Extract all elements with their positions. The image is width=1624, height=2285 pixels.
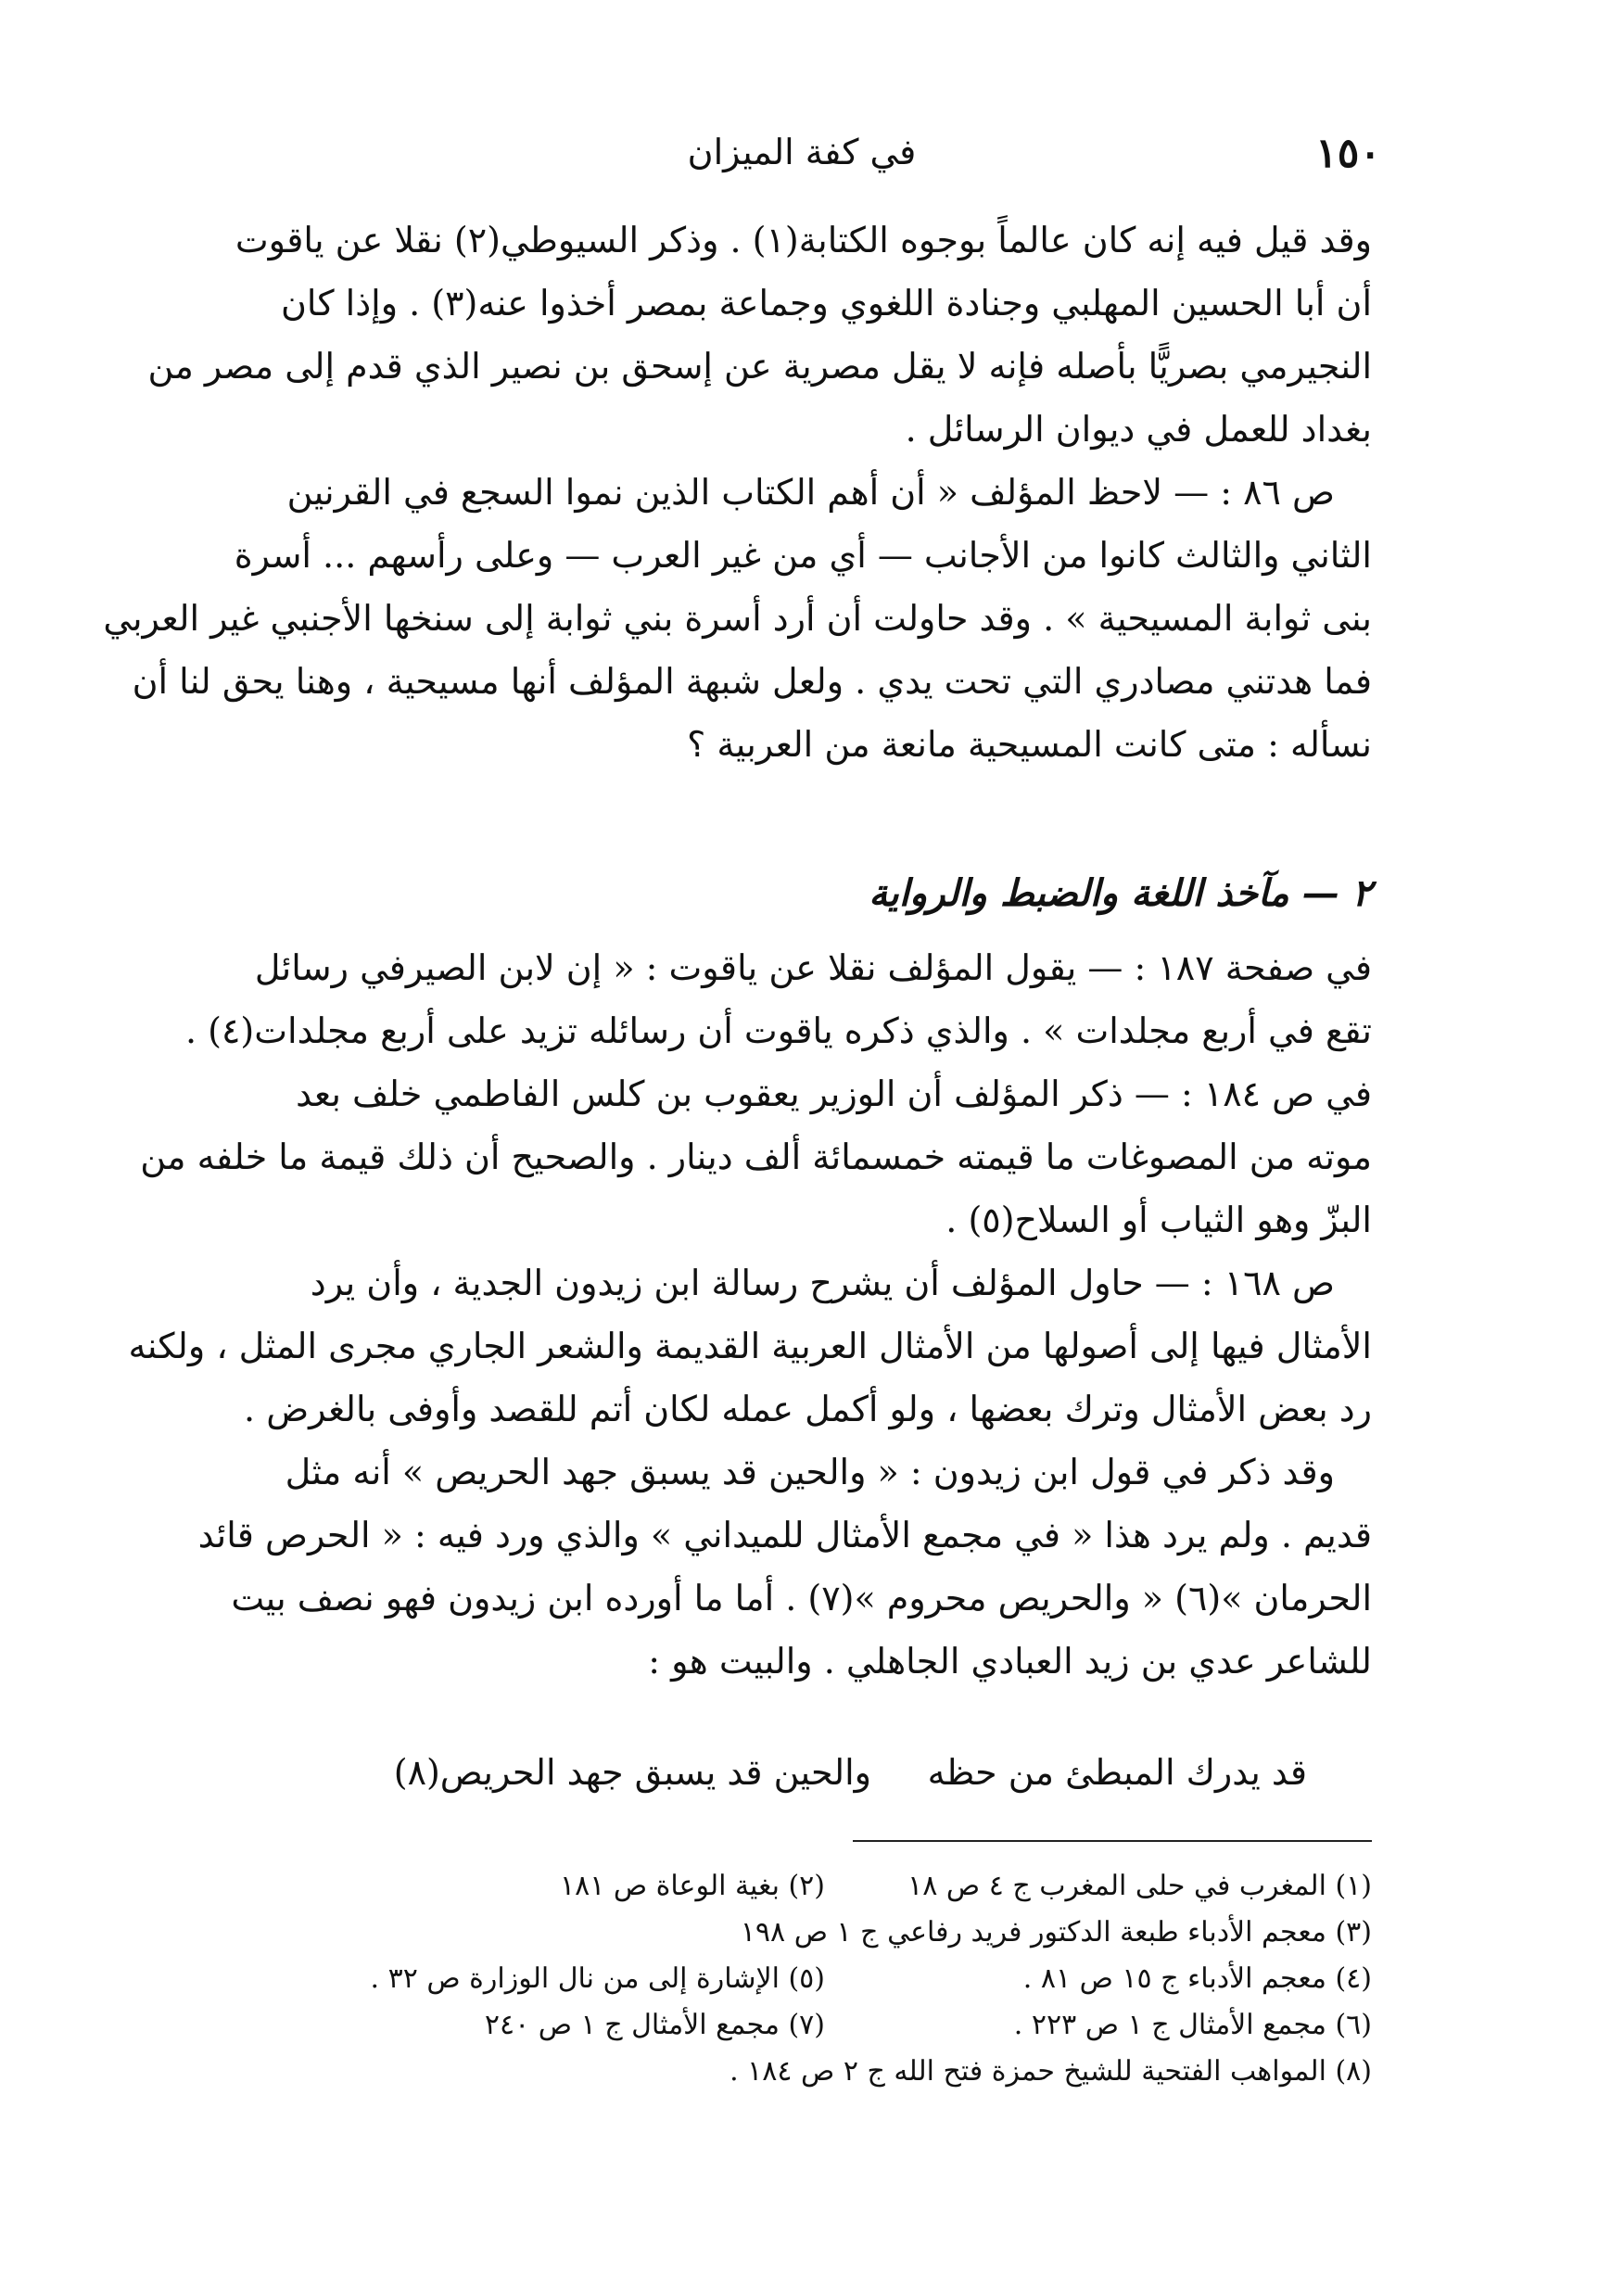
page-header bbox=[222, 111, 1381, 185]
section-heading: ٢ — مآخذ اللغة والضبط والرواية bbox=[869, 871, 1372, 915]
text-line: قديم . ولم يرد هذا « في مجمع الأمثال للميداني » والذي ورد فيه : « الحرص قائد bbox=[197, 1515, 1372, 1555]
text-line: في ص ١٨٤ : — ذكر المؤلف أن الوزير يعقوب بن كلس الفاطمي خلف بعد bbox=[296, 1073, 1372, 1114]
text-line: بنى ثوابة المسيحية » . وقد حاولت أن أرد أسرة بني ثوابة إلى سنخها الأجنبي غير العربي bbox=[103, 598, 1372, 639]
footnote-row bbox=[241, 1863, 1372, 1910]
footnotes bbox=[241, 1863, 1372, 2095]
text-line: موته من المصوغات ما قيمته خمسمائة ألف دينار . والصحيح أن ذلك قيمة ما خلفه من bbox=[140, 1136, 1372, 1177]
running-title: في كفة الميزان bbox=[687, 132, 917, 172]
text-line: الحرمان »(٦) « والحريص محروم »(٧) . أما ما أورده ابن زيدون فهو نصف بيت bbox=[231, 1578, 1372, 1619]
text-line: رد بعض الأمثال وترك بعضها ، ولو أكمل عمله لكان أتم للقصد وأوفى بالغرض . bbox=[244, 1389, 1372, 1429]
footnote-divider bbox=[853, 1840, 1372, 1842]
page-number: ١٥٠ bbox=[1315, 130, 1381, 177]
body-text-section-1 bbox=[103, 209, 1372, 776]
footnote: (٥) الإشارة إلى من نال الوزارة ص ٣٢ . bbox=[370, 1962, 825, 1995]
text-line: ص ١٦٨ : — حاول المؤلف أن يشرح رسالة ابن زيدون الجدية ، وأن يرد bbox=[310, 1263, 1335, 1303]
text-line: وقد ذكر في قول ابن زيدون : « والحين قد يسبق جهد الحريص » أنه مثل bbox=[285, 1452, 1335, 1492]
footnote-row bbox=[241, 1910, 1372, 1956]
footnote: (٣) معجم الأدباء طبعة الدكتور فريد رفاعي ج ١ ص ١٩٨ bbox=[740, 1916, 1372, 1949]
text-line: الأمثال فيها إلى أصولها من الأمثال العربية القديمة والشعر الجاري مجرى المثل ، ولكنه bbox=[128, 1326, 1372, 1366]
text-line: وقد قيل فيه إنه كان عالماً بوجوه الكتابة(١) . وذكر السيوطي(٢) نقلا عن ياقوت bbox=[235, 220, 1372, 260]
body-text-section-2 bbox=[128, 936, 1372, 1693]
footnote: (٢) بغية الوعاة ص ١٨١ bbox=[560, 1870, 825, 1902]
verse-first-hemistich: قد يدرك المبطئ من حظه bbox=[927, 1752, 1307, 1793]
footnote-row bbox=[241, 1956, 1372, 2002]
text-line: فما هدتني مصادري التي تحت يدي . ولعل شبهة المؤلف أنها مسيحية ، وهنا يحق لنا أن bbox=[132, 661, 1372, 702]
text-line: أن أبا الحسين المهلبي وجنادة اللغوي وجماعة بمصر أخذوا عنه(٣) . وإذا كان bbox=[281, 283, 1372, 324]
footnote-row bbox=[241, 2049, 1372, 2095]
footnote: (١) المغرب في حلى المغرب ج ٤ ص ١٨ bbox=[907, 1870, 1372, 1902]
text-line: في صفحة ١٨٧ : — يقول المؤلف نقلا عن ياقوت : « إن لابن الصيرفي رسائل bbox=[254, 947, 1372, 988]
footnote: (٨) المواهب الفتحية للشيخ حمزة فتح الله ج ٢ ص ١٨٤ . bbox=[730, 2055, 1372, 2088]
text-line: بغداد للعمل في ديوان الرسائل . bbox=[905, 409, 1372, 450]
text-line: ص ٨٦ : — لاحظ المؤلف « أن أهم الكتاب الذين نموا السجع في القرنين bbox=[286, 472, 1335, 513]
text-line: الثاني والثالث كانوا من الأجانب — أي من غير العرب — وعلى رأسهم ... أسرة bbox=[234, 535, 1372, 576]
verse-second-hemistich: والحين قد يسبق جهد الحريص(٨) bbox=[393, 1752, 871, 1793]
text-line: تقع في أربع مجلدات » . والذي ذكره ياقوت أن رسائله تزيد على أربع مجلدات(٤) . bbox=[185, 1010, 1372, 1051]
text-line: البزّ وهو الثياب أو السلاح(٥) . bbox=[945, 1200, 1372, 1240]
footnote: (٦) مجمع الأمثال ج ١ ص ٢٢٣ . bbox=[1013, 2009, 1372, 2041]
footnote: (٧) مجمع الأمثال ج ١ ص ٢٤٠ bbox=[484, 2009, 825, 2041]
footnote: (٤) معجم الأدباء ج ١٥ ص ٨١ . bbox=[1022, 1962, 1372, 1995]
text-line: النجيرمي بصريًّا بأصله فإنه لا يقل مصرية عن إسحق بن نصير الذي قدم إلى مصر من bbox=[147, 346, 1372, 387]
footnote-row bbox=[241, 2002, 1372, 2049]
text-line: للشاعر عدي بن زيد العبادي الجاهلي . والبيت هو : bbox=[648, 1641, 1372, 1682]
text-line: نسأله : متى كانت المسيحية مانعة من العربية ؟ bbox=[687, 724, 1372, 765]
